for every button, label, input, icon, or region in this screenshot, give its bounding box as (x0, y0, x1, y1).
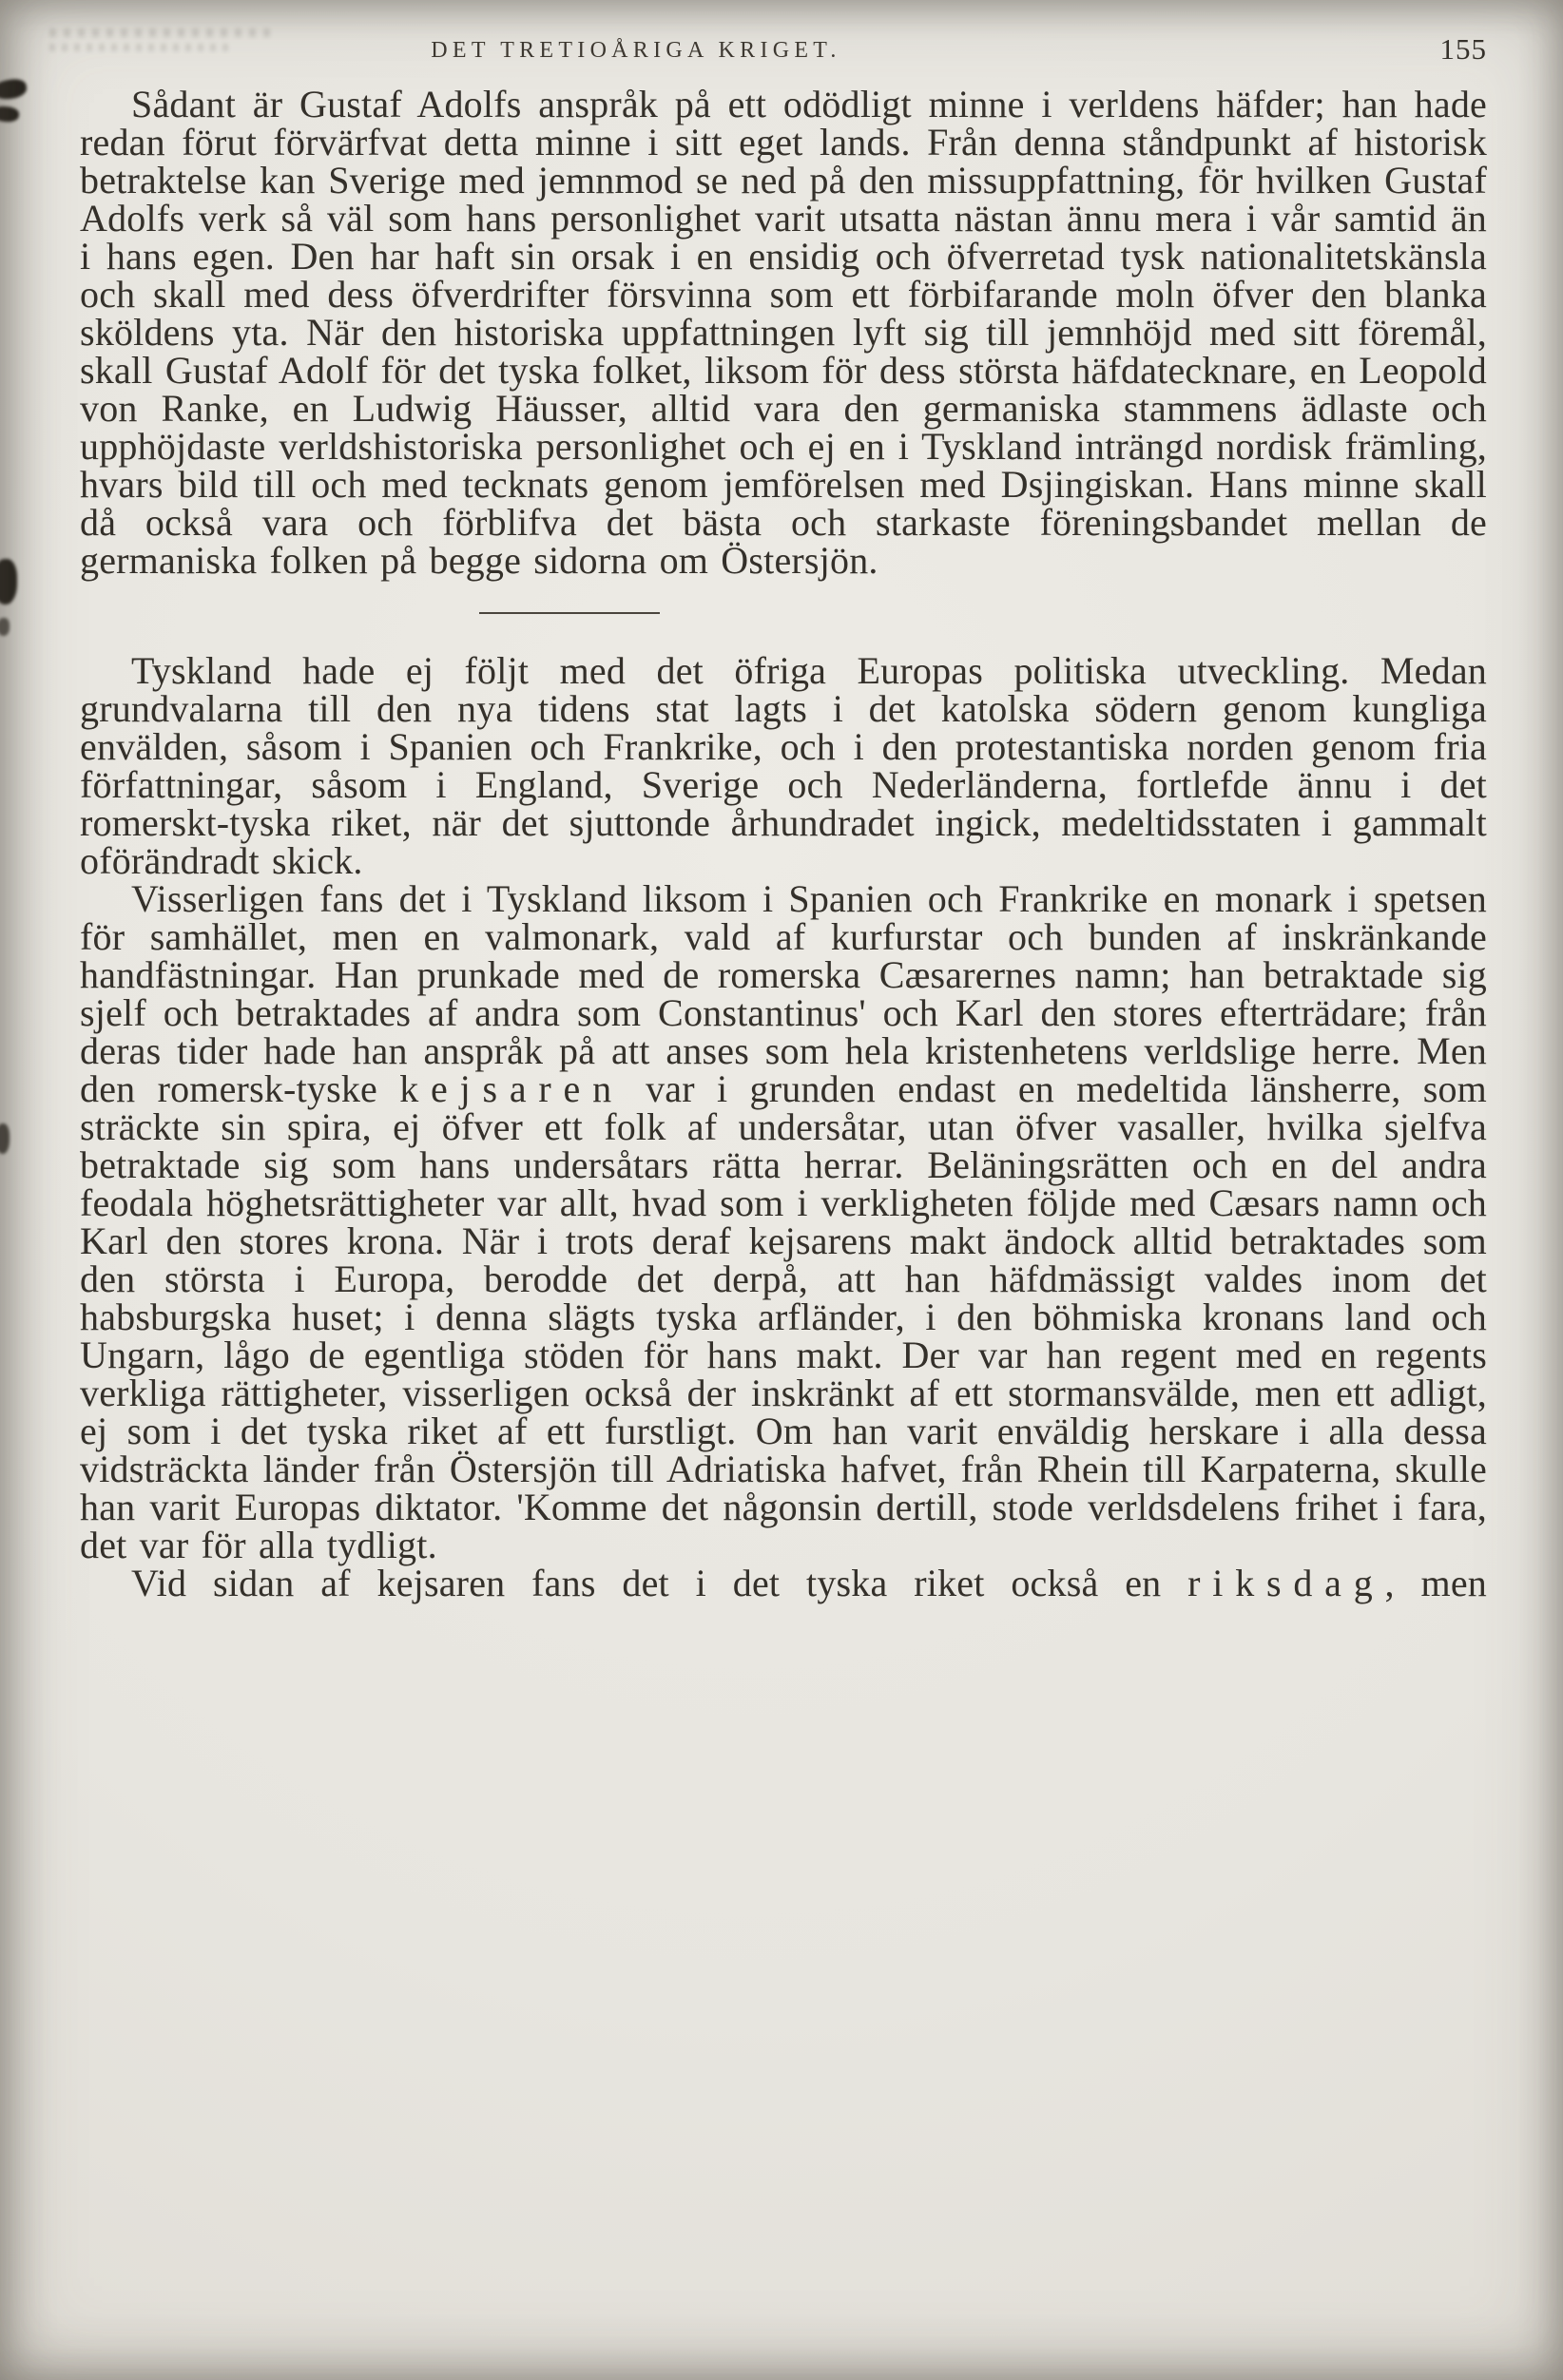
page-header (80, 32, 1487, 74)
scan-artifact (0, 618, 10, 636)
paragraph-4-text-continued: , men (1384, 1562, 1487, 1604)
page-text (80, 83, 1487, 1604)
scan-bleedthrough-artifact (49, 25, 273, 59)
paragraph-4 (80, 1564, 1487, 1603)
paragraph-2: Tyskland hade ej följt med det öfriga Europas politiska utveckling. Medan grundvalarna till den nya tidens stat lagts i det katolska södern genom kungliga envälden, såsom i Spanien och Frankrike, och i den protestantiska norden genom fria författningar, såsom i England, Sverige och Nederländerna, fortlefde ännu i det romerskt-tyska riket, när det sjuttonde århundradet ingick, medeltidsstaten i gammalt oförändradt skick. (80, 649, 1487, 882)
scan-artifact (0, 559, 17, 605)
page-number: 155 (1439, 32, 1487, 66)
section-divider (479, 612, 660, 614)
scan-artifact (0, 1123, 10, 1154)
emphasized-word-riksdag: riksdag (1187, 1562, 1385, 1604)
running-head-title: DET TRETIOÅRIGA KRIGET. (431, 38, 841, 63)
scan-artifact (0, 78, 28, 102)
paragraph-3-text-continued: var i grunden endast en medeltida länsherre, som sträckte sin spira, ej öfver ett folk af undersåtar, utan öfver vasaller, hvilka sjelfva betraktade sig som hans undersåtars rätta herrar. Beläningsrätten och en del andra feodala höghetsrättigheter var allt, hvad som i verkligheten följde med Cæsars namn och Karl den stores krona. När i trots deraf kejsarens makt ändock alltid betraktades som den största i Europa, berodde det derpå, att han häfdmässigt valdes inom det habsburgska huset; i denna slägts tyska arfländer, i den böhmiska kronans land och Ungarn, lågo de egentliga stöden för hans makt. Der var han regent med en regents verkliga rättigheter, visserligen också der inskränkt af ett stormansvälde, men ett adligt, ej som i det tyska riket af ett furstligt. Om han varit enväldig herskare i alla dessa vidsträckta länder från Östersjön till Adriatiska hafvet, från Rhein till Karpaterna, skulle han varit Europas diktator. 'Komme det någonsin dertill, stode verldsdelens frihet i fara, det var för alla tydligt. (80, 1067, 1487, 1566)
paragraph-1: Sådant är Gustaf Adolfs anspråk på ett odödligt minne i verldens häfder; han hade redan förut förvärfvat detta minne i sitt eget lands. Från denna ståndpunkt af historisk betraktelse kan Sverige med jemnmod se ned på den missuppfattning, för hvilken Gustaf Adolfs verk så väl som hans personlighet varit utsatta nästan ännu mera i vår samtid än i hans egen. Den har haft sin orsak i en ensidig och öfverretad tysk nationalitetskänsla och skall med dess öfverdrifter försvinna som ett förbifarande moln öfver den blanka sköldens yta. När den historiska uppfattningen lyft sig till jemnhöjd med sitt föremål, skall Gustaf Adolf för det tyska folket, liksom för dess största häfdatecknare, en Leopold von Ranke, en Ludwig Häusser, alltid vara den germaniska stammens ädlaste och upphöjdaste verldshistoriska personlighet och ej en i Tyskland inträngd nordisk främling, hvars bild till och med tecknats genom jemförelsen med Dsjingiskan. Hans minne skall då också vara och förblifva det bästa och starkaste föreningsbandet mellan de germaniska folken på begge sidorna om Östersjön. (80, 83, 1487, 582)
paragraph-4-text: Vid sidan af kejsaren fans det i det tyska riket också en (131, 1562, 1188, 1604)
paragraph-3-text: Visserligen fans det i Tyskland liksom i Spanien och Frankrike en monark i spetsen för samhället, men en valmonark, vald af kurfurstar och bunden af inskränkande handfästningar. Han prunkade med de romerska Cæsarernes namn; han betraktade sig sjelf och betraktades af andra som Constantinus' och Karl den stores efterträdare; från deras tider hade han anspråk på att anses som hela kristenhetens verldslige herre. Men den romersk-tyske (80, 877, 1487, 1110)
emphasized-word-kejsaren: kejsaren (399, 1067, 624, 1110)
scan-artifact (0, 105, 20, 123)
paragraph-3 (80, 877, 1487, 1566)
